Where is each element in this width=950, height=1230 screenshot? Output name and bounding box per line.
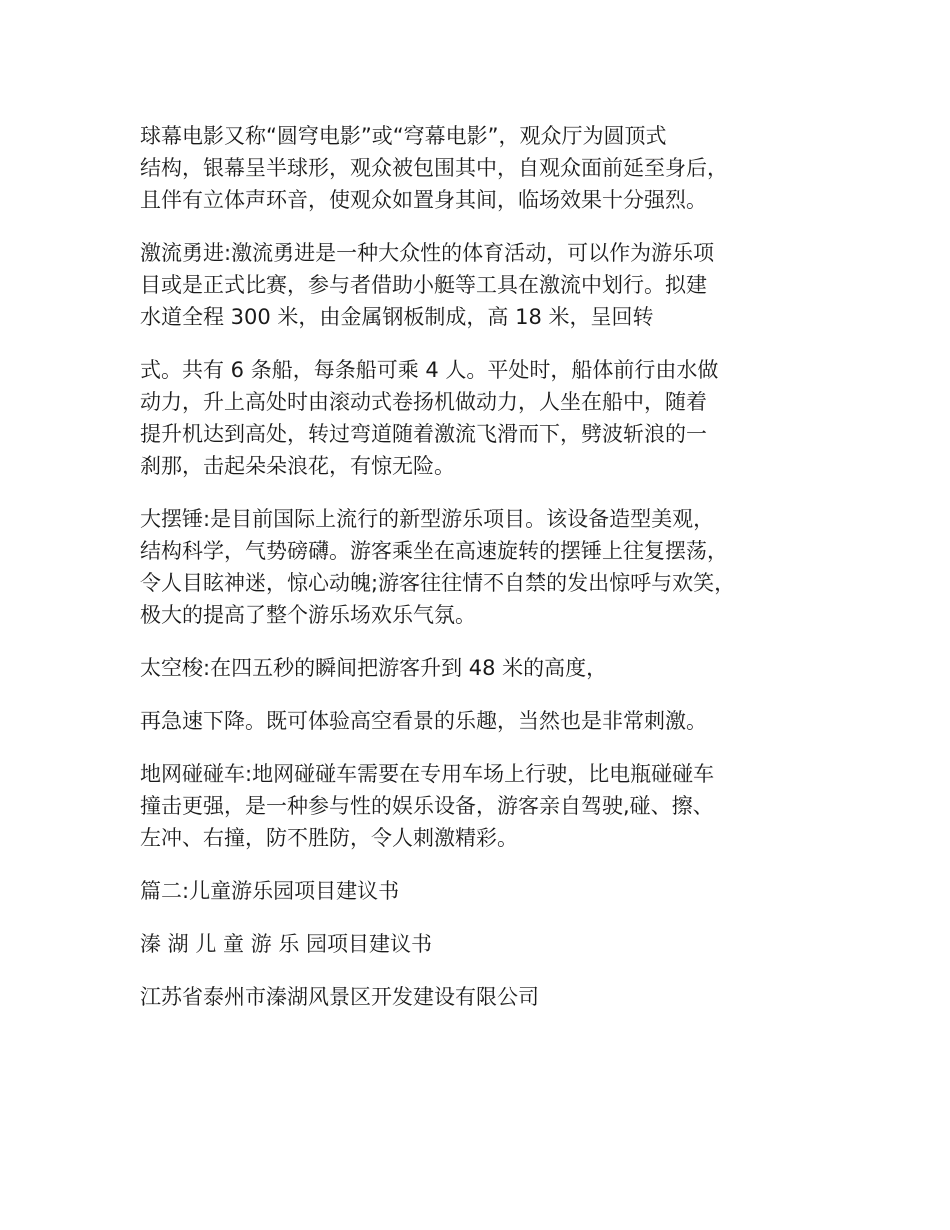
- text-line: 大摆锤:是目前国际上流行的新型游乐项目。该设备造型美观，: [140, 507, 715, 531]
- document-page: [140, 120, 830, 1034]
- text-line: 令人目眩神迷，惊心动魄;游客往往情不自禁的发出惊呼与欢笑，: [140, 571, 736, 595]
- paragraph-space-shuttle: [140, 652, 830, 684]
- paragraph-pendulum: [140, 503, 830, 631]
- text-line: 极大的提高了整个游乐场欢乐气氛。: [140, 603, 476, 627]
- text-line: 目或是正式比赛，参与者借助小艇等工具在激流中划行。拟建: [140, 273, 707, 297]
- text-line: 刹那，击起朵朵浪花，有惊无险。: [140, 454, 455, 478]
- text-line: 结构科学，气势磅礴。游客乘坐在高速旋转的摆锤上往复摆荡，: [140, 539, 728, 563]
- section-heading: 篇二:儿童游乐园项目建议书: [140, 879, 400, 903]
- text-line: 结构，银幕呈半球形，观众被包围其中，自观众面前延至身后，: [140, 156, 728, 180]
- text-line: 太空梭:在四五秒的瞬间把游客升到 48 米的高度，: [140, 656, 608, 680]
- text-line: 动力，升上高处时由滚动式卷扬机做动力，人坐在船中，随着: [140, 390, 707, 414]
- company-name: 江苏省泰州市溱湖风景区开发建设有限公司: [140, 985, 539, 1009]
- text-line: 左冲、右撞，防不胜防，令人刺激精彩。: [140, 826, 518, 850]
- paragraph-dome-cinema: [140, 120, 830, 216]
- paragraph-bumper-cars: [140, 758, 830, 854]
- text-line: 式。共有 6 条船，每条船可乘 4 人。平处时，船体前行由水做: [140, 358, 719, 382]
- text-line: 且伴有立体声环音，使观众如置身其间，临场效果十分强烈。: [140, 188, 707, 212]
- text-line: 撞击更强，是一种参与性的娱乐设备，游客亲自驾驶,碰、擦、: [140, 794, 714, 818]
- text-line: 再急速下降。既可体验高空看景的乐趣，当然也是非常刺激。: [140, 709, 707, 733]
- text-line: 激流勇进:激流勇进是一种大众性的体育活动，可以作为游乐项: [140, 241, 715, 265]
- text-line: 提升机达到高处，转过弯道随着激流飞滑而下，劈波斩浪的一: [140, 422, 707, 446]
- paragraph-space-shuttle-continued: [140, 705, 830, 737]
- project-title: 溱 湖 儿 童 游 乐 园项目建议书: [140, 932, 433, 956]
- paragraph-rapids-continued: [140, 354, 830, 482]
- paragraph-rapids: [140, 237, 830, 333]
- text-line: 地网碰碰车:地网碰碰车需要在专用车场上行驶，比电瓶碰碰车: [140, 762, 715, 786]
- text-line: 水道全程 300 米，由金属钢板制成，高 18 米，呈回转: [140, 305, 654, 329]
- text-line: 球幕电影又称“圆穹电影”或“穹幕电影”，观众厅为圆顶式: [140, 124, 667, 148]
